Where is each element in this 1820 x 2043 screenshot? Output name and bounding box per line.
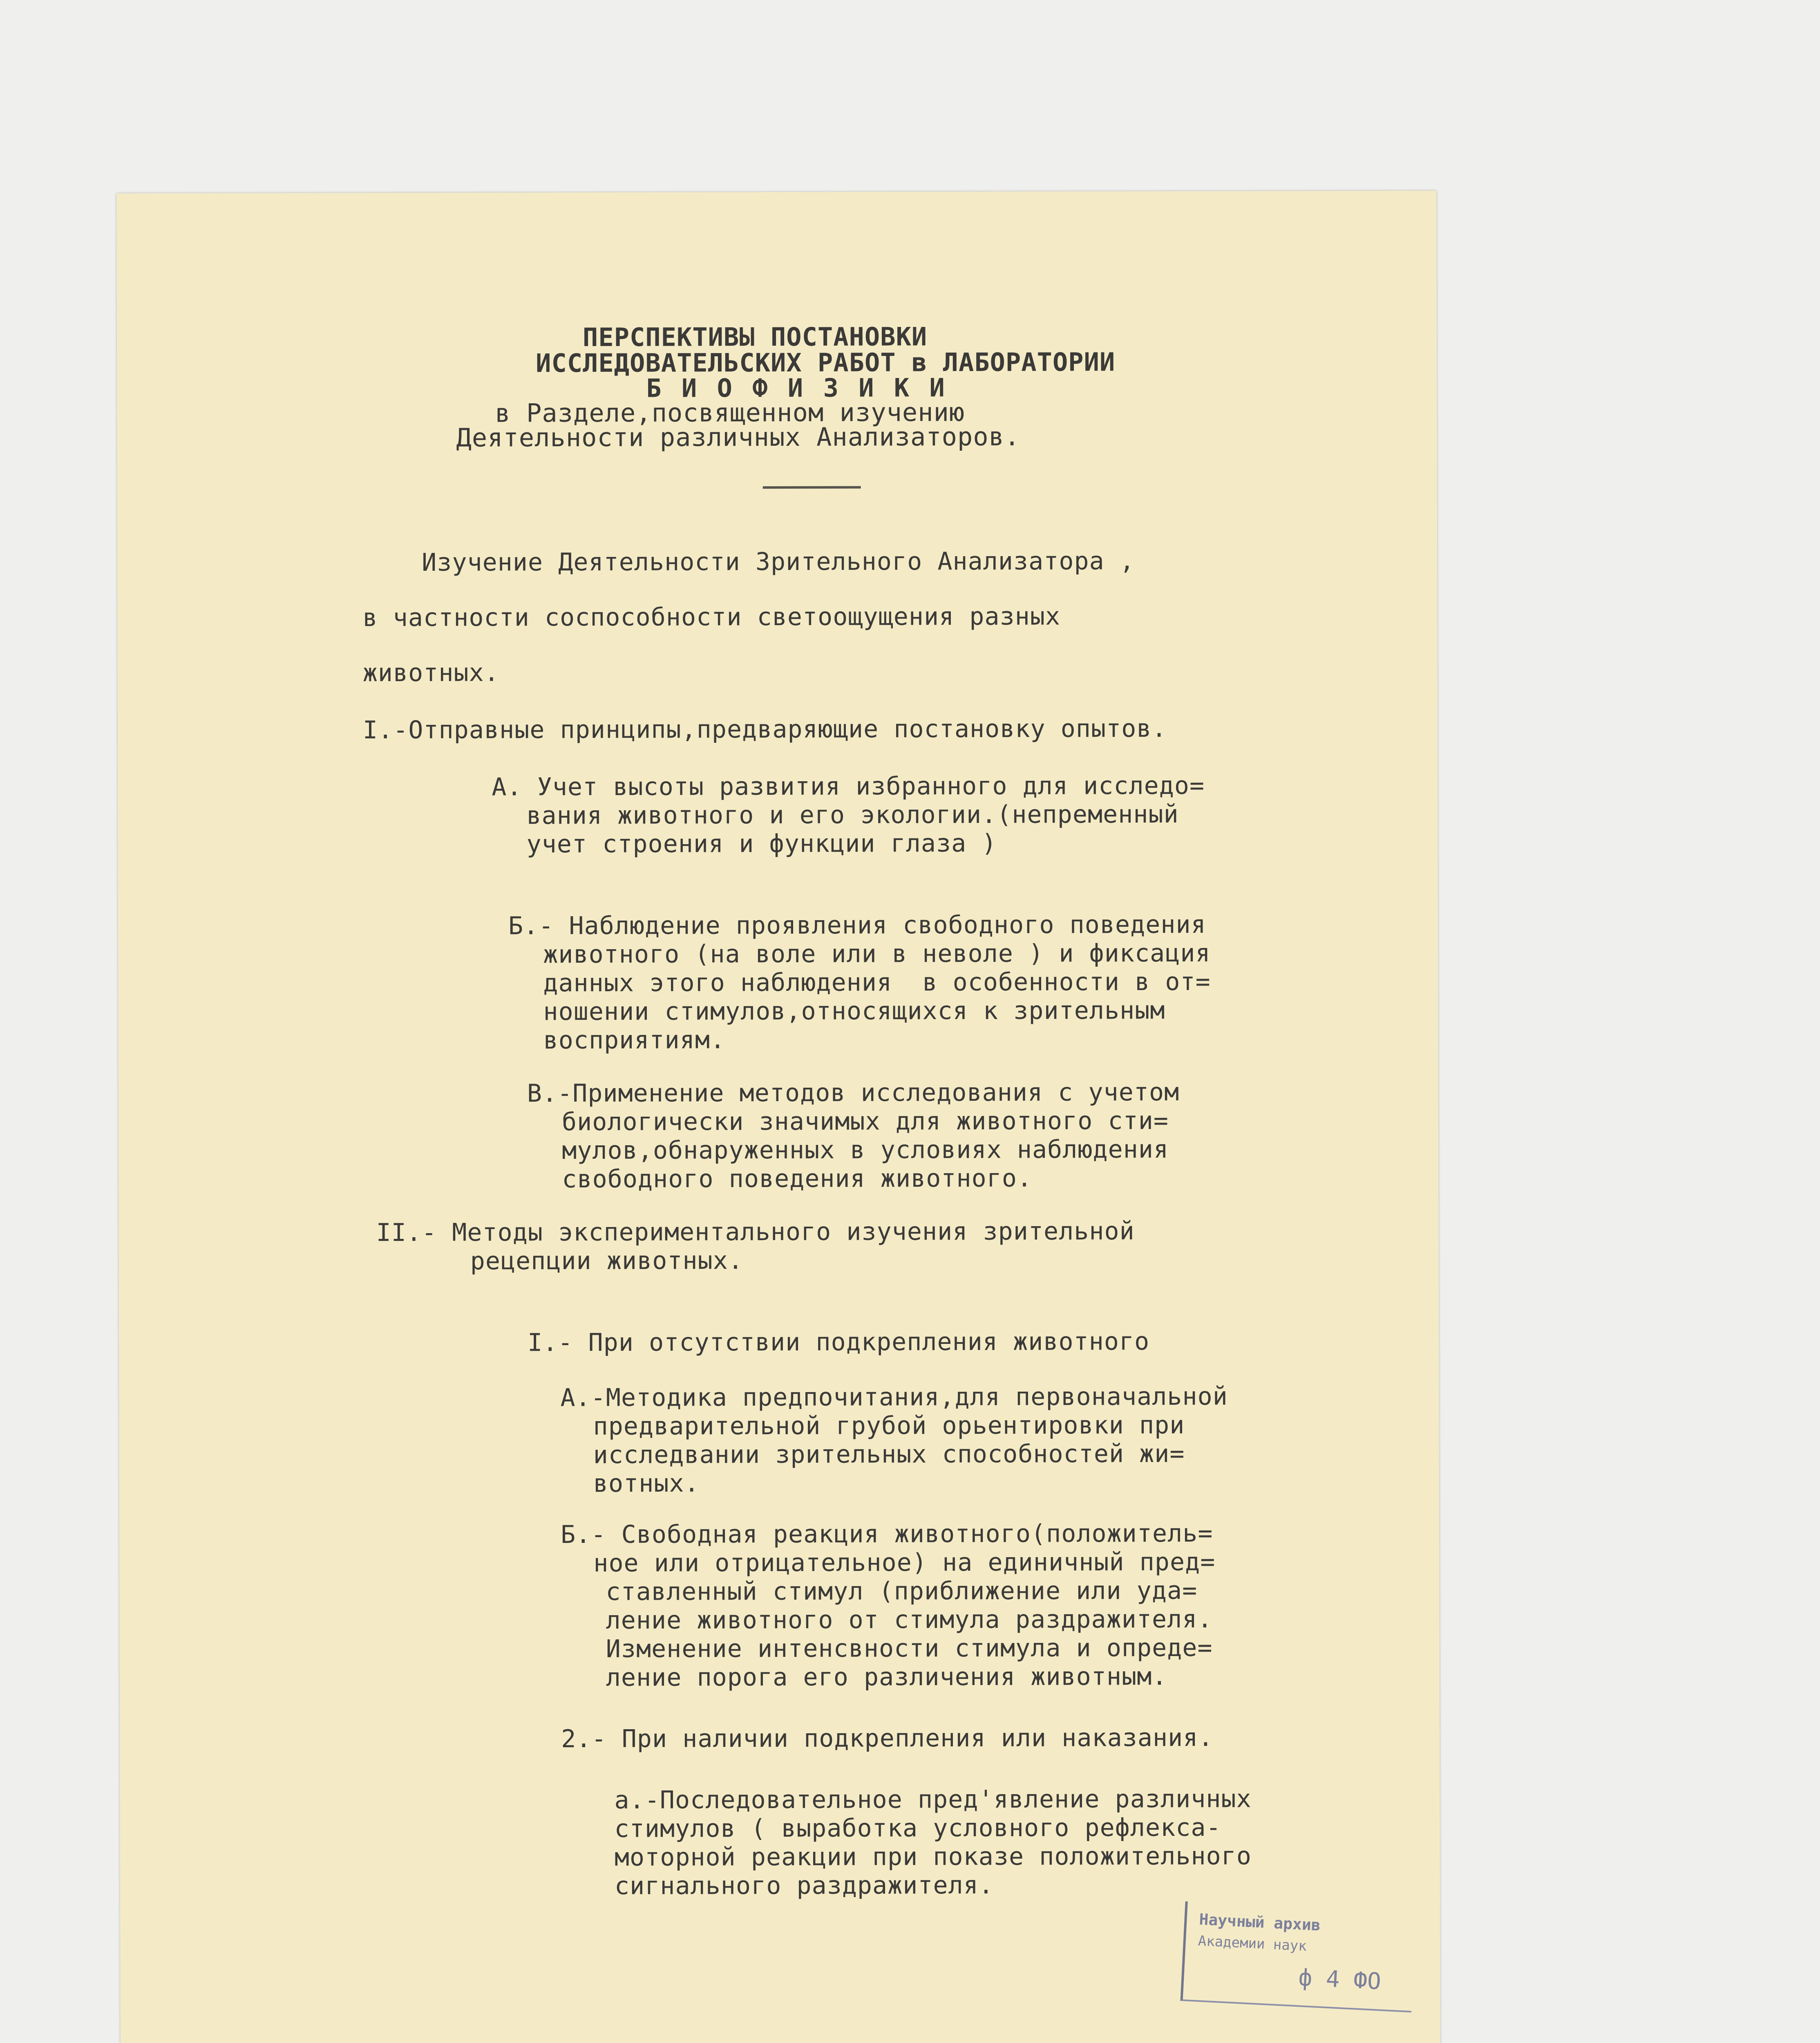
section-2-sub-2-item-a-line: сигнального раздражителя. [614, 1871, 994, 1900]
section-2-sub-1-item-b-line: ление животного от стимула раздражителя. [606, 1605, 1213, 1635]
archive-stamp-line-2: Академии наук [1197, 1932, 1307, 1955]
section-2-sub-1-item-b-line: Б.- Свободная реакция животного(положитель= [561, 1519, 1213, 1549]
doc-title-line-5: Деятельности различных Анализаторов. [456, 421, 1020, 453]
section-1-item-v-line: биологически значимых для животного сти= [561, 1106, 1169, 1137]
section-2-sub-2-item-a-line: стимулов ( выработка условного рефлекса- [614, 1813, 1221, 1843]
section-1-item-b-line: восприятиям. [543, 1026, 726, 1055]
section-2-sub-1-item-b-line: ление порога его различения животным. [606, 1662, 1167, 1692]
section-1-item-b-line: животного (на воле или в неволе ) и фиксация [543, 939, 1211, 969]
section-1-item-a-line: вания животного и его экологии.(непременный [526, 800, 1179, 830]
section-2-sub-1-item-b-line: ное или отрицательное) на единичный пред= [593, 1547, 1216, 1578]
doc-title-line-2: ИССЛЕДОВАТЕЛЬСКИХ РАБОТ в ЛАБОРАТОРИИ [536, 347, 1116, 378]
section-2-heading-line-2: рецепции животных. [470, 1246, 744, 1276]
doc-title-line-1: ПЕРСПЕКТИВЫ ПОСТАНОВКИ [582, 322, 928, 352]
document-page [116, 191, 1440, 2043]
section-2-sub-1-item-a-line: исследвании зрительных способностей жи= [593, 1439, 1185, 1469]
section-2-sub-2-heading: 2.- При наличии подкрепления или наказания. [561, 1723, 1214, 1754]
section-1-item-v-line: В.-Применение методов исследования с учетом [527, 1077, 1180, 1108]
title-underline [763, 486, 861, 489]
section-2-sub-1-item-b-line: ставленный стимул (приближение или уда= [606, 1576, 1198, 1606]
intro-line-2: в частности соспособности светоощущения разных [362, 602, 1061, 633]
section-2-sub-1-item-a-line: вотных. [593, 1469, 700, 1498]
section-2-sub-1-item-b-line: Изменение интенсвности стимула и опреде= [606, 1633, 1213, 1663]
section-2-heading-line-1: II.- Методы экспериментального изучения зрительной [376, 1217, 1135, 1247]
section-2-sub-2-item-a-line: а.-Последовательное пред'явление различных [614, 1784, 1252, 1815]
archive-stamp-line-3: ф 4 ФО [1298, 1964, 1382, 1995]
section-1-item-v-line: свободного поведения животного. [562, 1164, 1033, 1194]
section-1-item-a-line: А. Учет высоты развития избранного для исследо= [492, 771, 1205, 802]
section-1-item-v-line: мулов,обнаруженных в условиях наблюдения [562, 1135, 1169, 1165]
doc-title-line-4: в Разделе,посвященном изучению [495, 397, 965, 428]
doc-title-line-3: Б И О Ф И З И К И [646, 373, 947, 403]
intro-line-1: Изучение Деятельности Зрительного Анализатора , [422, 547, 1135, 577]
section-2-sub-1-item-a-line: А.-Методика предпочитания,для первоначальной [560, 1382, 1228, 1413]
section-1-item-b-line: ношении стимулов,относящихся к зрительным [543, 996, 1165, 1026]
section-2-sub-1-heading: I.- При отсутствии подкрепления животного [528, 1327, 1150, 1357]
section-1-item-b-line: данных этого наблюдения в особенности в от= [543, 967, 1211, 998]
archive-stamp [1181, 1901, 1417, 2012]
intro-line-3: животных. [362, 658, 499, 688]
section-2-sub-2-item-a-line: моторной реакции при показе положительного [614, 1842, 1252, 1872]
section-1-item-a-line: учет строения и функции глаза ) [526, 829, 997, 859]
section-1-item-b-line: Б.- Наблюдение проявления свободного поведения [508, 910, 1206, 941]
section-2-sub-1-item-a-line: предварительной грубой орьентировки при [593, 1410, 1185, 1441]
section-1-heading: I.-Отправные принципы,предваряющие постановку опытов. [362, 714, 1167, 745]
archive-stamp-line-1: Научный архив [1198, 1910, 1321, 1934]
